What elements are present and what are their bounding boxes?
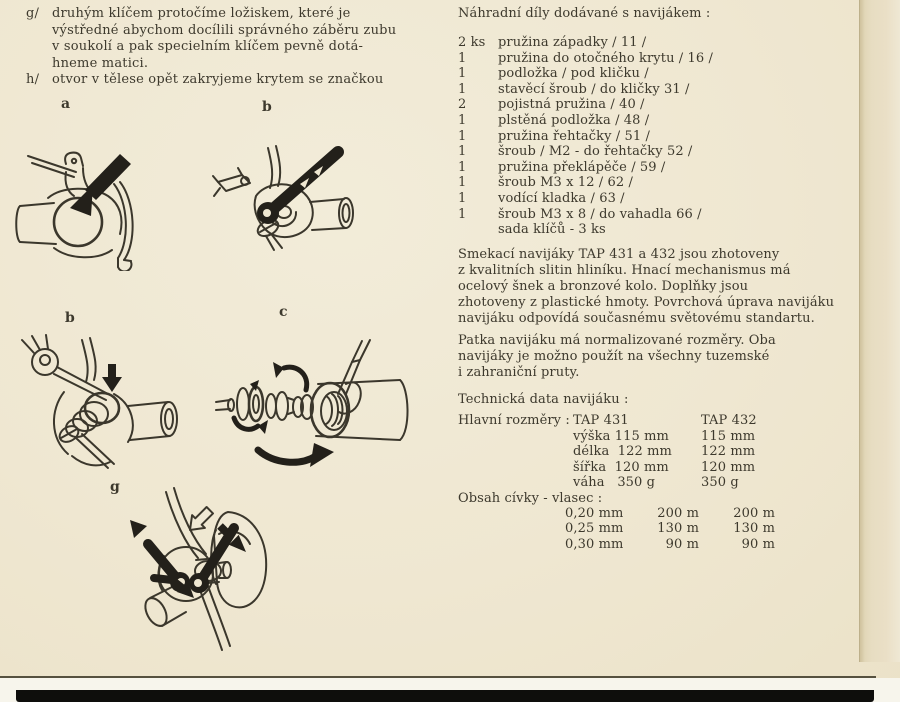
part-qty: 2	[458, 97, 467, 113]
figure-g-wrenches-illustration	[116, 486, 280, 656]
model-col-1: TAP 431	[573, 413, 629, 429]
part-row	[458, 144, 894, 160]
part-row	[458, 207, 894, 223]
part-row	[458, 191, 894, 207]
instruction-h-text: otvor v tělese opět zakryjeme krytem se značkou	[52, 72, 384, 87]
part-qty: 2 ks	[458, 35, 486, 50]
part-qty: 1	[458, 190, 467, 206]
dim-metric: výška 115 mm	[573, 428, 669, 444]
figure-c-exploded-spool-illustration	[214, 338, 414, 472]
part-qty: 1	[458, 66, 467, 82]
part-qty: 1	[458, 175, 467, 191]
part-qty: 1	[458, 128, 467, 144]
dim-value: 350 g	[701, 475, 739, 491]
figure-label-g: g	[110, 479, 121, 495]
capacity-432: 200 m	[733, 505, 775, 521]
part-name: pružina řehtačky / 51 /	[498, 128, 650, 144]
figure-label-a: a	[61, 96, 71, 112]
part-name: sada klíčů - 3 ks	[498, 222, 606, 238]
part-row	[458, 97, 894, 113]
capacity-431: 130 m	[657, 521, 699, 537]
instruction-g-label: g/	[26, 6, 40, 21]
part-qty: 1	[458, 144, 467, 160]
part-qty: 1	[458, 206, 467, 222]
part-qty: 1	[458, 81, 467, 97]
dims-label: Hlavní rozměry :	[458, 413, 570, 429]
right-column	[458, 6, 894, 552]
dim-value: 120 mm	[701, 459, 756, 475]
part-qty	[458, 222, 498, 238]
part-name: pružina západky / 11 /	[498, 35, 647, 50]
dim-value: 122 mm	[701, 444, 756, 460]
dim-row	[458, 444, 894, 459]
paragraph-foot: Patka navijáku má normalizované rozměry. Oba navijáky je možno použít na všechny tuzemské i zahraniční pruty.	[458, 333, 776, 381]
part-name: šroub M3 x 8 / do vahadla 66 /	[498, 206, 702, 222]
figure-label-b2: b	[65, 310, 76, 326]
part-row	[458, 160, 894, 176]
dim-metric: váha 350 g	[573, 475, 656, 491]
spool-capacity-label: Obsah cívky - vlasec :	[458, 490, 603, 506]
capacity-432: 130 m	[733, 521, 775, 537]
line-diameter: 0,25 mm	[565, 521, 624, 537]
model-col-2: TAP 432	[701, 413, 757, 429]
figure-b2-pliers-illustration	[16, 334, 191, 474]
instruction-g-text: druhým klíčem protočíme ložiskem, které je výstředné abychom docílili správného záběru zubu v soukolí a pak specielním klíčem pevně dotá- hneme matici.	[52, 6, 397, 71]
part-name: plstěná podložka / 48 /	[498, 112, 650, 128]
part-row	[458, 113, 894, 129]
part-name: vodící kladka / 63 /	[498, 190, 625, 206]
part-name: pružina do otočného krytu / 16 /	[498, 50, 713, 66]
figure-label-b1: b	[262, 99, 273, 115]
spool-row	[458, 506, 894, 521]
dim-row	[458, 429, 894, 444]
capacity-432: 90 m	[741, 536, 775, 552]
capacity-431: 90 m	[665, 536, 699, 552]
line-diameter: 0,20 mm	[565, 505, 624, 521]
left-instructions	[26, 6, 451, 89]
part-qty: 1	[458, 159, 467, 175]
dim-value: 115 mm	[701, 428, 756, 444]
part-name: stavěcí šroub / do kličky 31 /	[498, 81, 690, 97]
capacity-431: 200 m	[657, 505, 699, 521]
part-name: podložka / pod kličku /	[498, 66, 649, 82]
part-row	[458, 35, 894, 51]
part-qty: 1	[458, 112, 467, 128]
part-name: šroub / M2 - do řehtačky 52 /	[498, 144, 693, 160]
tech-data-title: Technická data navijáku :	[458, 392, 629, 408]
spare-parts-list	[458, 35, 894, 238]
part-row	[458, 129, 894, 145]
figure-a-reel-illustration	[14, 146, 149, 271]
instruction-h	[26, 72, 451, 89]
scanner-bed-strip	[16, 690, 874, 702]
paragraph-materials: Smekací navijáky TAP 431 a 432 jsou zhotoveny z kvalitních slitin hliníku. Hnací mechanismus má ocelový šnek a bronzové kolo. Doplňky jsou zhotoveny z plastické hmoty. Povrchová úprava navijáku navijáku odpovídá současnému světovému standartu.	[458, 246, 835, 327]
figure-label-c: c	[279, 304, 289, 320]
part-qty: 1	[458, 50, 467, 66]
part-row	[458, 175, 894, 191]
dim-row	[458, 475, 894, 490]
line-diameter: 0,30 mm	[565, 536, 624, 552]
part-row	[458, 222, 894, 238]
part-name: pojistná pružina / 40 /	[498, 97, 645, 113]
tech-dims-header	[458, 413, 894, 428]
part-row	[458, 82, 894, 98]
part-row	[458, 66, 894, 82]
spare-parts-title: Náhradní díly dodávané s navijákem :	[458, 6, 711, 21]
part-name: pružina překlápěče / 59 /	[498, 159, 666, 175]
dim-metric: šířka 120 mm	[573, 459, 669, 475]
spool-row	[458, 537, 894, 552]
instruction-h-label: h/	[26, 72, 40, 87]
dim-row	[458, 460, 894, 475]
dim-metric: délka 122 mm	[573, 444, 672, 460]
part-name: šroub M3 x 12 / 62 /	[498, 175, 633, 191]
spool-row	[458, 521, 894, 536]
part-row	[458, 51, 894, 67]
instruction-g	[26, 6, 451, 72]
figure-b1-reel-wrench-illustration	[212, 138, 362, 252]
